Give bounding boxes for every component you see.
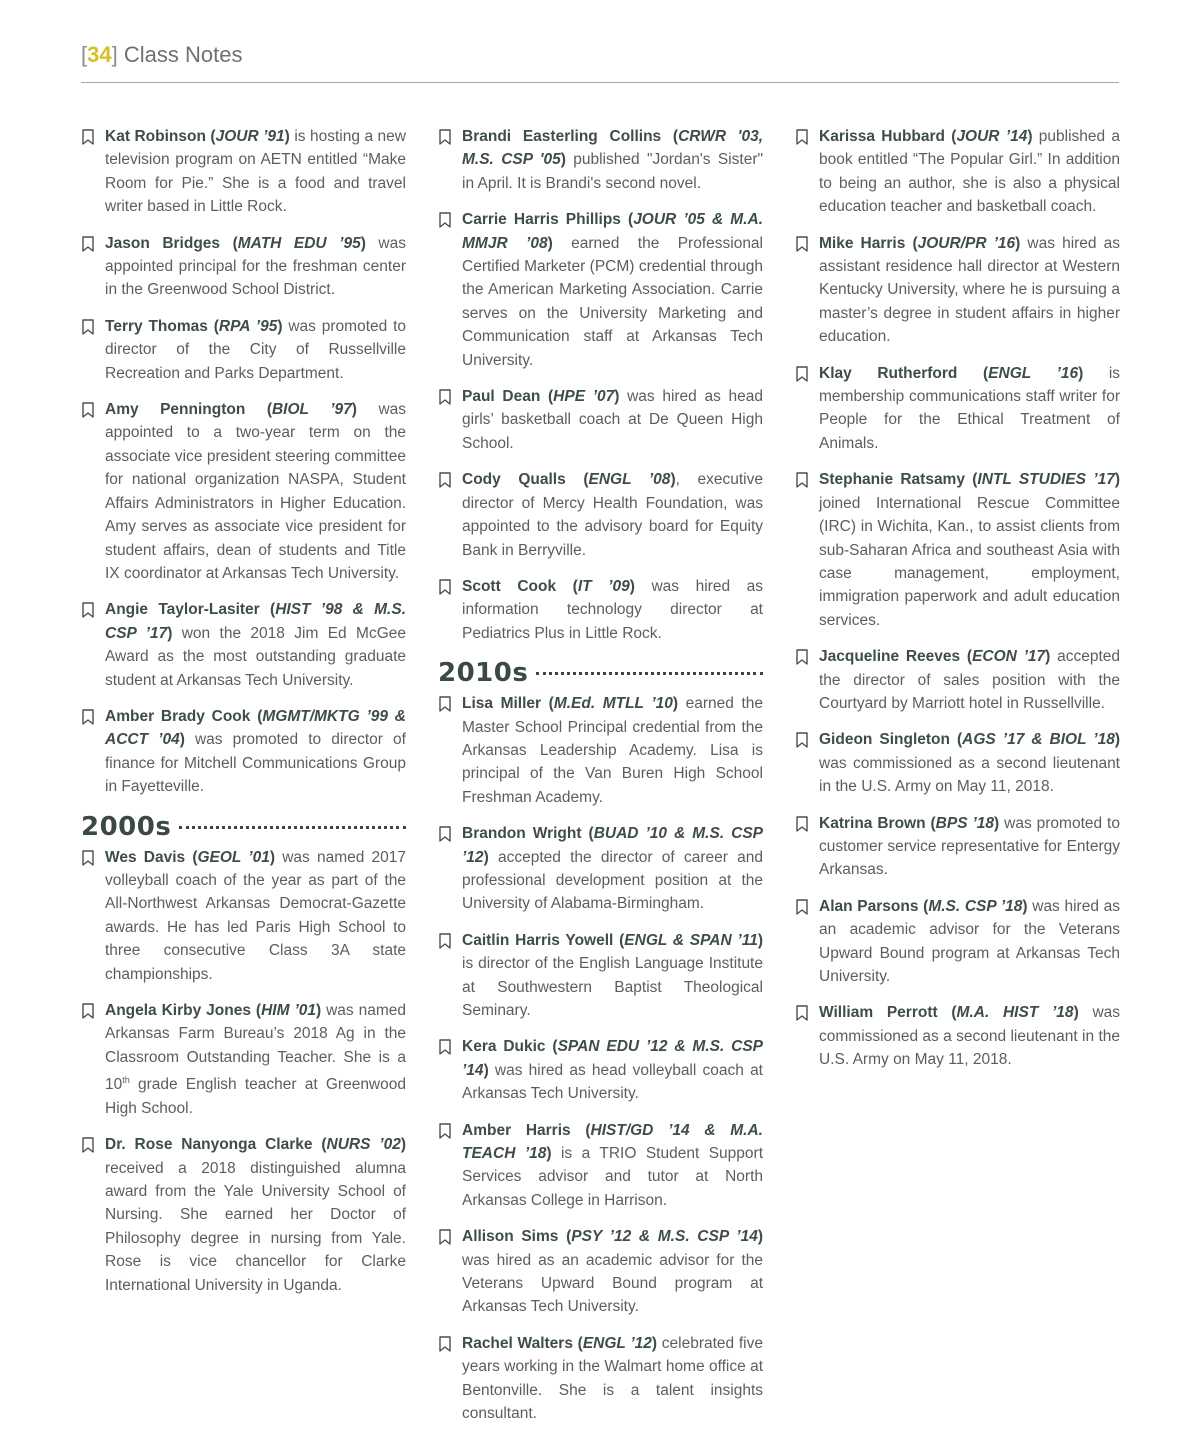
paren-close: ) [994, 814, 1000, 832]
class-note [438, 575, 763, 645]
class-note [795, 812, 1120, 882]
alumni-name: Gideon Singleton [819, 731, 950, 749]
degree-year: M.Ed. MTLL ’10 [553, 695, 673, 713]
note-text-continued: grade English teacher at Greenwood High School. [105, 1076, 406, 1117]
note-text: celebrated five years working in the Walmart home office at Bentonville. She is a talent insights consultant. [462, 1334, 763, 1423]
alumni-name: Allison Sims [462, 1228, 559, 1246]
paren-close: ) [757, 931, 764, 949]
degree-year: BUAD ’10 & M.S. CSP ’12 [462, 825, 764, 866]
paren-open: ( [558, 1228, 572, 1246]
degree-year: HIST ’98 & M.S. CSP ’17 [105, 601, 406, 642]
class-note [438, 1332, 763, 1426]
alumni-name: Alan Parsons [819, 897, 919, 915]
degree-year: JOUR/PR ’16 [917, 234, 1016, 252]
column-3 [795, 125, 1120, 1085]
alumni-name: Angela Kirby Jones [105, 1002, 251, 1019]
class-note [438, 929, 763, 1023]
paren-close: ) [284, 128, 290, 145]
bookmark-icon [81, 709, 95, 725]
class-note [795, 362, 1120, 456]
paren-close: ) [483, 1061, 489, 1079]
paren-open: ( [570, 1121, 591, 1139]
paren-close: ) [1015, 234, 1021, 252]
bracket-open: [ [81, 42, 88, 67]
alumni-name: Angie Taylor-Lasiter [105, 601, 260, 619]
degree-year: ENGL ’12 [582, 1334, 652, 1352]
degree-year: PSY ’12 & M.S. CSP ’14 [571, 1228, 758, 1246]
degree-year: M.A. HIST ’18 [956, 1004, 1074, 1022]
bookmark-icon [438, 1336, 452, 1352]
degree-year: RPA ’95 [218, 317, 278, 335]
bookmark-icon [795, 236, 809, 252]
bookmark-icon [81, 402, 95, 418]
paren-open: ( [556, 577, 578, 595]
note-text: is a TRIO Student Support Services advisor and tutor at North Arkansas College in Harrison. [462, 1145, 763, 1209]
class-note [81, 232, 406, 302]
bookmark-icon [81, 1003, 95, 1019]
bracket-close: ] [111, 42, 118, 67]
degree-year: BPS ’18 [935, 814, 995, 832]
alumni-name: Klay Rutherford [819, 364, 958, 382]
paren-open: ( [540, 388, 554, 406]
notes-list-col3 [795, 125, 1120, 1072]
alumni-name: Brandon Wright [462, 825, 582, 843]
degree-year: JOUR ’05 & M.A. MMJR ’08 [462, 211, 763, 252]
bookmark-icon [438, 826, 452, 842]
paren-close: ) [560, 151, 566, 169]
note-text: received a 2018 distinguished alumna award from the Yale University School of Nursing. She earned her Doctor of Philosophy degree in nursing from Yale. Rose is vice chancellor for Clarke International University in Uganda. [105, 1159, 406, 1294]
note-text: was hired as an academic advisor for the Veterans Upward Bound program at Arkansas Tech University. [462, 1251, 763, 1316]
alumni-name: Cody Qualls [462, 471, 566, 489]
note-text: was hired as an academic advisor for the Veterans Upward Bound program at Arkansas Tech University. [819, 897, 1121, 985]
paren-close: ) [1114, 471, 1121, 489]
bookmark-icon [438, 696, 452, 712]
class-note [81, 705, 406, 799]
bookmark-icon [795, 129, 809, 145]
note-text: , executive director of Mercy Health Foundation, was appointed to the advisory board for Equity Bank in Berryville. [462, 471, 763, 559]
bookmark-icon [438, 1229, 452, 1245]
note-text: is director of the English Language Institute at Southwestern Baptist Theological Seminary. [462, 955, 763, 1019]
degree-year: NURS ’02 [326, 1136, 401, 1154]
class-note [795, 895, 1120, 989]
degree-year: HIST/GD ’14 & M.A. TEACH ’18 [462, 1121, 763, 1163]
bookmark-icon [81, 1137, 95, 1153]
column-2 [438, 125, 763, 1439]
paren-open: ( [613, 931, 625, 949]
class-note [438, 822, 763, 916]
class-note [795, 468, 1120, 632]
paren-close: ) [1027, 128, 1033, 145]
degree-year: ENGL ’16 [988, 364, 1079, 382]
note-text: is membership communications staff writer for People for the Ethical Treatment of Animals. [819, 364, 1121, 452]
notes-list-2010s [438, 692, 763, 1425]
class-note [438, 125, 763, 195]
class-note [81, 846, 406, 986]
bookmark-icon [81, 236, 95, 252]
note-text: joined International Rescue Committee (IRC) in Wichita, Kan., to assist clients from sub-Saharan Africa and southeast Asia with case management, employment, immigration paperwork and adult education services. [819, 494, 1120, 629]
page-header [81, 42, 1119, 83]
alumni-name: Stephanie Ratsamy [819, 471, 965, 489]
degree-year: CRWR '03, M.S. CSP '05 [462, 128, 763, 169]
note-text: was hired as assistant residence hall director at Western Kentucky University, where he is pursuing a master’s degree in student affairs in higher education. [819, 234, 1120, 346]
class-note [438, 1225, 763, 1319]
bookmark-icon [438, 933, 452, 949]
note-text: accepted the director of career and professional development position at the University of Alabama-Birmingham. [462, 848, 763, 913]
bookmark-icon [795, 1005, 809, 1021]
paren-open: ( [945, 128, 957, 145]
alumni-name: Amber Harris [462, 1121, 571, 1139]
section-title: Class Notes [123, 42, 243, 67]
class-note [438, 1035, 763, 1105]
degree-year: IT ’09 [577, 577, 630, 595]
bookmark-icon [795, 816, 809, 832]
paren-close: ) [277, 317, 283, 335]
degree-year: MGMT/MKTG ’99 & ACCT ’04 [105, 707, 406, 749]
alumni-name: Amy Pennington [105, 401, 246, 419]
paren-open: ( [245, 401, 272, 419]
degree-year: ECON ’17 [972, 648, 1046, 666]
degree-year: MATH EDU ’95 [237, 234, 361, 252]
class-note [795, 232, 1120, 349]
alumni-name: Wes Davis [105, 848, 186, 866]
paren-close: ) [547, 234, 553, 252]
bookmark-icon [795, 732, 809, 748]
paren-open: ( [185, 848, 198, 866]
note-text: earned the Professional Certified Marketer (PCM) credential through the American Marketing Association. Carrie serves on the University Marketing and Communication staff at Arkansas Tech University. [462, 234, 763, 369]
paren-close: ) [316, 1002, 322, 1019]
paren-close: ) [651, 1334, 658, 1352]
degree-year: JOUR ’91 [215, 128, 285, 145]
bookmark-icon [795, 899, 809, 915]
degree-year: ENGL & SPAN ’11 [624, 931, 758, 949]
bookmark-icon [438, 129, 452, 145]
paren-close: ) [672, 695, 679, 713]
paren-open: ( [207, 317, 219, 335]
alumni-name: Jacqueline Reeves [819, 648, 961, 666]
decade-heading-2000s [81, 812, 406, 842]
paren-close: ) [269, 848, 276, 866]
paren-open: ( [957, 364, 989, 382]
note-superscript: th [122, 1075, 130, 1086]
degree-year: HPE ’07 [553, 388, 615, 406]
class-note [795, 645, 1120, 715]
bookmark-icon [795, 472, 809, 488]
alumni-name: Lisa Miller [462, 695, 542, 713]
notes-list-2000s [81, 846, 406, 1297]
alumni-name: Amber Brady Cook [105, 707, 251, 725]
paren-open: ( [960, 648, 973, 666]
alumni-name: Karissa Hubbard [819, 128, 945, 145]
paren-close: ) [351, 401, 357, 419]
note-text: accepted the director of sales position with the Courtyard by Marriott hotel in Russellville. [819, 648, 1120, 712]
paren-close: ) [360, 234, 366, 252]
paren-close: ) [1073, 1004, 1079, 1022]
note-text: was promoted to customer service representative for Entergy Arkansas. [819, 814, 1120, 879]
paren-open: ( [545, 1038, 558, 1056]
page-number: 34 [87, 42, 112, 67]
degree-year: AGS ’17 & BIOL ’18 [962, 731, 1115, 749]
paren-close: ) [670, 471, 676, 489]
alumni-name: Dr. Rose Nanyonga Clarke [105, 1136, 313, 1154]
paren-open: ( [937, 1004, 957, 1022]
paren-open: ( [259, 601, 276, 619]
class-note [81, 999, 406, 1120]
paren-close: ) [1022, 897, 1028, 915]
degree-year: BIOL ’97 [271, 401, 352, 419]
paren-open: ( [220, 234, 238, 252]
paren-close: ) [629, 577, 635, 595]
note-text: was promoted to director of finance for Mitchell Communications Group in Fayetteville. [105, 731, 406, 796]
alumni-name: Jason Bridges [105, 234, 221, 252]
bookmark-icon [81, 602, 95, 618]
class-note [438, 208, 763, 372]
class-note [795, 125, 1120, 219]
bookmark-icon [795, 649, 809, 665]
paren-close: ) [167, 624, 173, 642]
paren-open: ( [620, 211, 634, 229]
bookmark-icon [81, 129, 95, 145]
paren-close: ) [757, 1228, 763, 1246]
paren-open: ( [541, 695, 554, 713]
bookmark-icon [795, 366, 809, 382]
alumni-name: Brandi Easterling Collins [462, 128, 662, 145]
degree-year: M.S. CSP ’18 [928, 897, 1023, 915]
paren-open: ( [250, 1002, 262, 1019]
dotted-rule [179, 826, 406, 829]
paren-open: ( [572, 1334, 583, 1352]
alumni-name: Rachel Walters [462, 1334, 573, 1352]
paren-open: ( [205, 128, 216, 145]
paren-close: ) [483, 848, 489, 866]
note-text: is hosting a new television program on AETN entitled “Make Room for Pie.” She is a food and travel writer based in Little Rock. [105, 128, 406, 216]
paren-open: ( [925, 814, 936, 832]
alumni-name: Caitlin Harris Yowell [462, 931, 614, 949]
notes-list-col2 [438, 125, 763, 645]
paren-close: ) [400, 1136, 406, 1154]
degree-year: SPAN EDU ’12 & M.S. CSP ’14 [462, 1038, 764, 1079]
bookmark-icon [438, 1123, 452, 1139]
dotted-rule [536, 672, 763, 675]
alumni-name: Kera Dukic [462, 1038, 546, 1056]
degree-year: INTL STUDIES ’17 [977, 471, 1115, 489]
class-note [438, 468, 763, 562]
class-note [81, 598, 406, 692]
alumni-name: Paul Dean [462, 388, 541, 406]
notes-list-col1 [81, 125, 406, 799]
paren-close: ) [1114, 731, 1120, 749]
bookmark-icon [438, 389, 452, 405]
paren-open: ( [905, 234, 918, 252]
class-note [81, 315, 406, 385]
class-note [795, 1001, 1120, 1071]
paren-open: ( [950, 731, 963, 749]
note-text: was hired as head volleyball coach at Arkansas Tech University. [462, 1061, 763, 1103]
degree-year: GEOL ’01 [197, 848, 270, 866]
alumni-name: Carrie Harris Phillips [462, 211, 621, 229]
note-text: was promoted to director of the City of Russellville Recreation and Parks Department. [105, 317, 407, 382]
degree-year: JOUR ’14 [956, 128, 1028, 145]
bookmark-icon [438, 212, 452, 228]
note-text: was commissioned as a second lieutenant in the U.S. Army on May 11, 2018. [819, 1004, 1121, 1069]
paren-open: ( [918, 897, 929, 915]
decade-title: 2000s [81, 811, 172, 842]
note-text: was commissioned as a second lieutenant in the U.S. Army on May 11, 2018. [819, 754, 1120, 796]
note-text: published a book entitled “The Popular Girl.” In addition to being an author, she is also a physical education teacher and basketball coach. [819, 128, 1121, 216]
bookmark-icon [81, 850, 95, 866]
class-note [81, 1133, 406, 1297]
class-note [81, 125, 406, 219]
decade-heading-2010s [438, 658, 763, 688]
bookmark-icon [438, 1039, 452, 1055]
note-text: was hired as head girls’ basketball coach at De Queen High School. [462, 388, 763, 452]
paren-close: ) [1045, 648, 1051, 666]
column-1 [81, 125, 406, 1310]
note-text: published "Jordan's Sister" in April. It is Brandi's second novel. [462, 151, 763, 192]
decade-title: 2010s [438, 658, 529, 689]
class-note [81, 398, 406, 585]
class-note [438, 692, 763, 809]
note-text: was hired as information technology director at Pediatrics Plus in Little Rock. [462, 577, 763, 642]
note-text: won the 2018 Jim Ed McGee Award as the most outstanding graduate student at Arkansas Tech University. [105, 624, 406, 689]
paren-open: ( [661, 128, 679, 145]
paren-close: ) [546, 1145, 552, 1163]
note-text: was named Arkansas Farm Bureau’s 2018 Ag in the Classroom Outstanding Teacher. She is a 10 [105, 1002, 407, 1094]
degree-year: HIM ’01 [261, 1002, 316, 1019]
paren-close: ) [179, 731, 185, 749]
note-text: was appointed to a two-year term on the associate vice president steering committee for national organization NASPA, Student Affairs Administrators in Higher Education. Amy serves as associate vice president for student affairs, dean of students and Title IX coordinator at Arkansas Tech University. [105, 401, 407, 582]
note-text: earned the Master School Principal credential from the Arkansas Leadership Academy. Lisa is principal of the Van Buren High School Freshman Academy. [462, 695, 763, 806]
alumni-name: Mike Harris [819, 234, 906, 252]
paren-open: ( [581, 825, 594, 843]
paren-open: ( [250, 707, 263, 725]
class-note [795, 728, 1120, 798]
alumni-name: Kat Robinson [105, 128, 206, 145]
paren-open: ( [565, 471, 589, 489]
alumni-name: Terry Thomas [105, 317, 208, 335]
bookmark-icon [438, 472, 452, 488]
paren-open: ( [312, 1136, 327, 1154]
degree-year: ENGL ’08 [588, 471, 671, 489]
class-note [438, 385, 763, 455]
alumni-name: William Perrott [819, 1004, 938, 1022]
class-note [438, 1119, 763, 1213]
note-text: was named 2017 volleyball coach of the year as part of the All-Northwest Arkansas Democrat-Gazette awards. He has led Paris High School to three consecutive Class 3A state championships. [105, 848, 407, 983]
alumni-name: Katrina Brown [819, 814, 926, 832]
paren-open: ( [964, 471, 978, 489]
alumni-name: Scott Cook [462, 577, 557, 595]
bookmark-icon [81, 319, 95, 335]
bookmark-icon [438, 579, 452, 595]
paren-close: ) [614, 388, 620, 406]
note-text: was appointed principal for the freshman center in the Greenwood School District. [105, 234, 406, 299]
paren-close: ) [1078, 364, 1084, 382]
